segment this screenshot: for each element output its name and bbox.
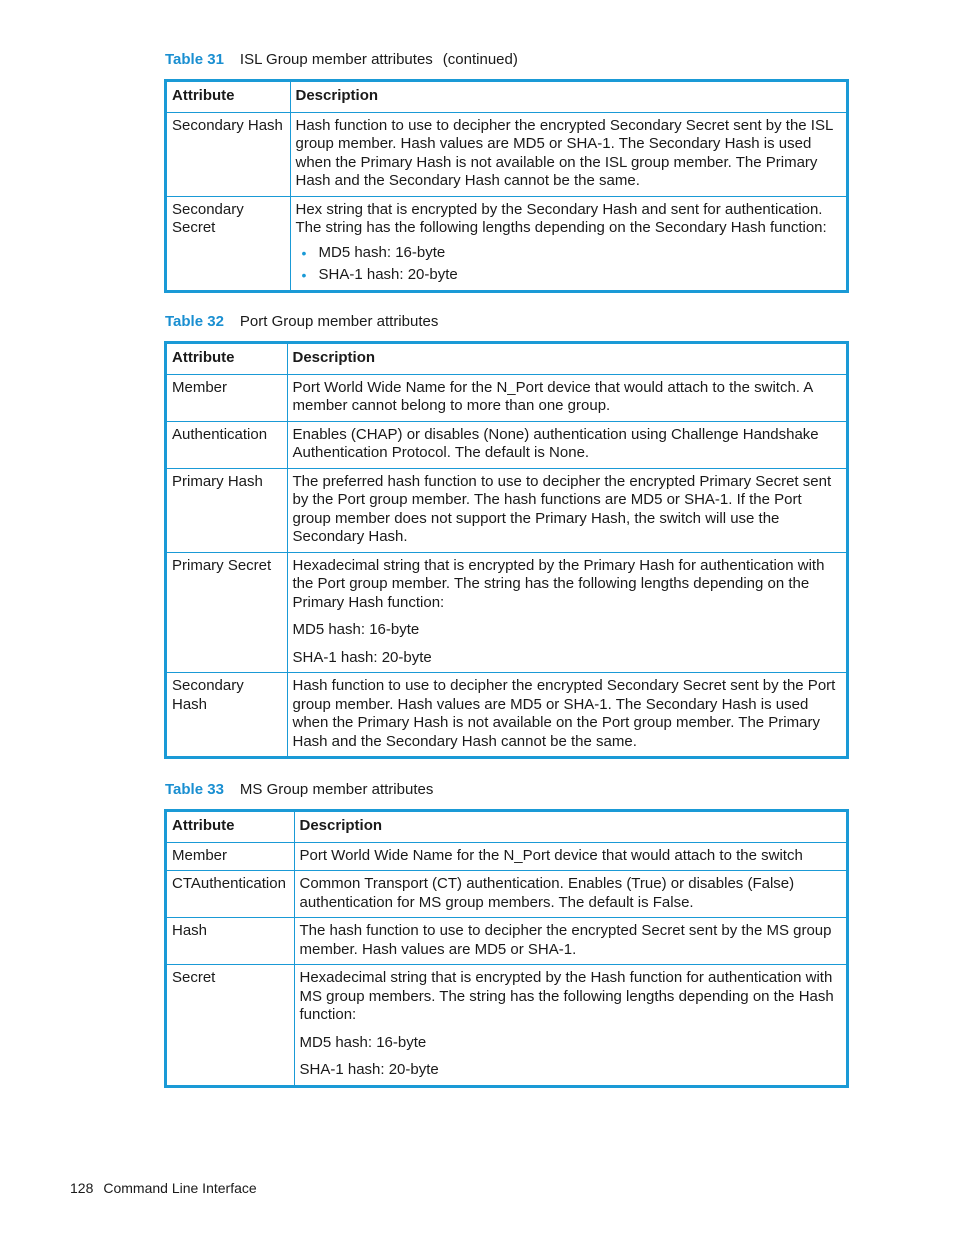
bullet-icon: • — [301, 244, 307, 261]
table-32-caption — [165, 313, 438, 330]
column-header-description: Description — [290, 82, 846, 112]
page-number: 128 — [70, 1180, 94, 1196]
attribute-cell: Member — [167, 842, 294, 871]
table-header-row — [167, 344, 846, 374]
attribute-cell: Authentication — [167, 421, 287, 468]
description-cell — [294, 965, 846, 1085]
table-31 — [164, 79, 849, 293]
description-cell: Enables (CHAP) or disables (None) authentication using Challenge Handshake Authentication Protocol. The default is None. — [287, 421, 846, 468]
length-line: MD5 hash: 16-byte — [299, 1033, 427, 1051]
table-row — [167, 871, 846, 918]
description-cell: Common Transport (CT) authentication. Enables (True) or disables (False) authentication for MS group members. The default is False. — [294, 871, 846, 918]
table-row — [167, 918, 846, 965]
column-header-attribute: Attribute — [167, 344, 287, 374]
continued-label: (continued) — [442, 51, 518, 68]
description-cell: Port World Wide Name for the N_Port device that would attach to the switch. A member cannot belong to more than one group. — [287, 374, 846, 421]
section-title: Command Line Interface — [103, 1180, 257, 1196]
table-title: Port Group member attributes — [239, 313, 439, 330]
length-line: SHA-1 hash: 20-byte — [292, 648, 432, 666]
list-item — [296, 244, 842, 263]
table-row — [167, 196, 846, 290]
table-row — [167, 673, 846, 757]
table-number: Table 31 — [165, 51, 224, 68]
table-number: Table 33 — [165, 781, 224, 798]
attribute-cell: Secondary Hash — [167, 112, 290, 196]
page-footer — [70, 1180, 257, 1196]
attribute-cell: Primary Hash — [167, 468, 287, 552]
table-header-row — [167, 82, 846, 112]
table-33 — [164, 809, 849, 1088]
table-row — [167, 374, 846, 421]
table-number: Table 32 — [165, 313, 224, 330]
bullet-icon: • — [301, 267, 307, 283]
attribute-cell: Primary Secret — [167, 552, 287, 673]
list-item — [296, 266, 842, 285]
table-row — [167, 552, 846, 673]
column-header-attribute: Attribute — [167, 812, 294, 842]
length-line: SHA-1 hash: 20-byte — [299, 1061, 439, 1078]
attribute-cell: Member — [167, 374, 287, 421]
description-cell — [287, 552, 846, 673]
attribute-cell: Secondary Secret — [167, 196, 290, 290]
table-row — [167, 965, 846, 1085]
description-cell: Hash function to use to decipher the encrypted Secondary Secret sent by the ISL group member. Hash values are MD5 or SHA-1. The Secondary Hash is used when the Primary Hash is not available on the ISL group member. The Primary Hash and the Secondary Hash cannot be the same. — [290, 112, 846, 196]
length-line: MD5 hash: 16-byte — [292, 621, 420, 638]
table-row — [167, 421, 846, 468]
column-header-description: Description — [287, 344, 846, 374]
attribute-cell: CTAuthentication — [167, 871, 294, 918]
description-cell: Hash function to use to decipher the encrypted Secondary Secret sent by the Port group member. Hash values are MD5 or SHA-1. The Secondary Hash is used when the Primary Hash is not available on the Port group member. The Primary Hash and the Secondary Hash cannot be the same. — [287, 673, 846, 757]
description-text: Hexadecimal string that is encrypted by the Primary Hash for authentication with the Port group member. The string has the following lengths depending on the Primary Hash function: — [292, 556, 825, 611]
description-text: Hexadecimal string that is encrypted by the Hash function for authentication with MS group members. The string has the following lengths depending on the Hash function: — [299, 969, 834, 1023]
description-cell: The preferred hash function to use to decipher the encrypted Primary Secret sent by the Port group member. The hash functions are MD5 or SHA-1. If the Port group member does not support the Primary Hash, the switch will use the Secondary Hash. — [287, 468, 846, 552]
table-row — [167, 112, 846, 196]
attribute-cell: Hash — [167, 918, 294, 965]
attribute-cell: Secondary Hash — [167, 673, 287, 757]
table-32 — [164, 341, 849, 759]
description-cell — [290, 196, 846, 290]
description-cell: Port World Wide Name for the N_Port device that would attach to the switch — [294, 842, 846, 871]
table-title: ISL Group member attributes — [239, 51, 433, 68]
bullet-list — [296, 244, 842, 285]
table-31-caption — [165, 51, 518, 68]
column-header-attribute: Attribute — [167, 82, 290, 112]
list-item-text: SHA-1 hash: 20-byte — [318, 266, 458, 283]
table-33-caption — [165, 781, 433, 798]
table-header-row — [167, 812, 846, 842]
table-row — [167, 468, 846, 552]
description-cell: The hash function to use to decipher the encrypted Secret sent by the MS group member. Hash values are MD5 or SHA-1. — [294, 918, 846, 965]
attribute-cell: Secret — [167, 965, 294, 1085]
list-item-text: MD5 hash: 16-byte — [318, 243, 446, 261]
description-text: Hex string that is encrypted by the Secondary Hash and sent for authentication. The string has the following lengths depending on the Secondary Hash function: — [295, 200, 827, 236]
column-header-description: Description — [294, 812, 846, 842]
table-title: MS Group member attributes — [239, 781, 434, 798]
table-row — [167, 842, 846, 871]
